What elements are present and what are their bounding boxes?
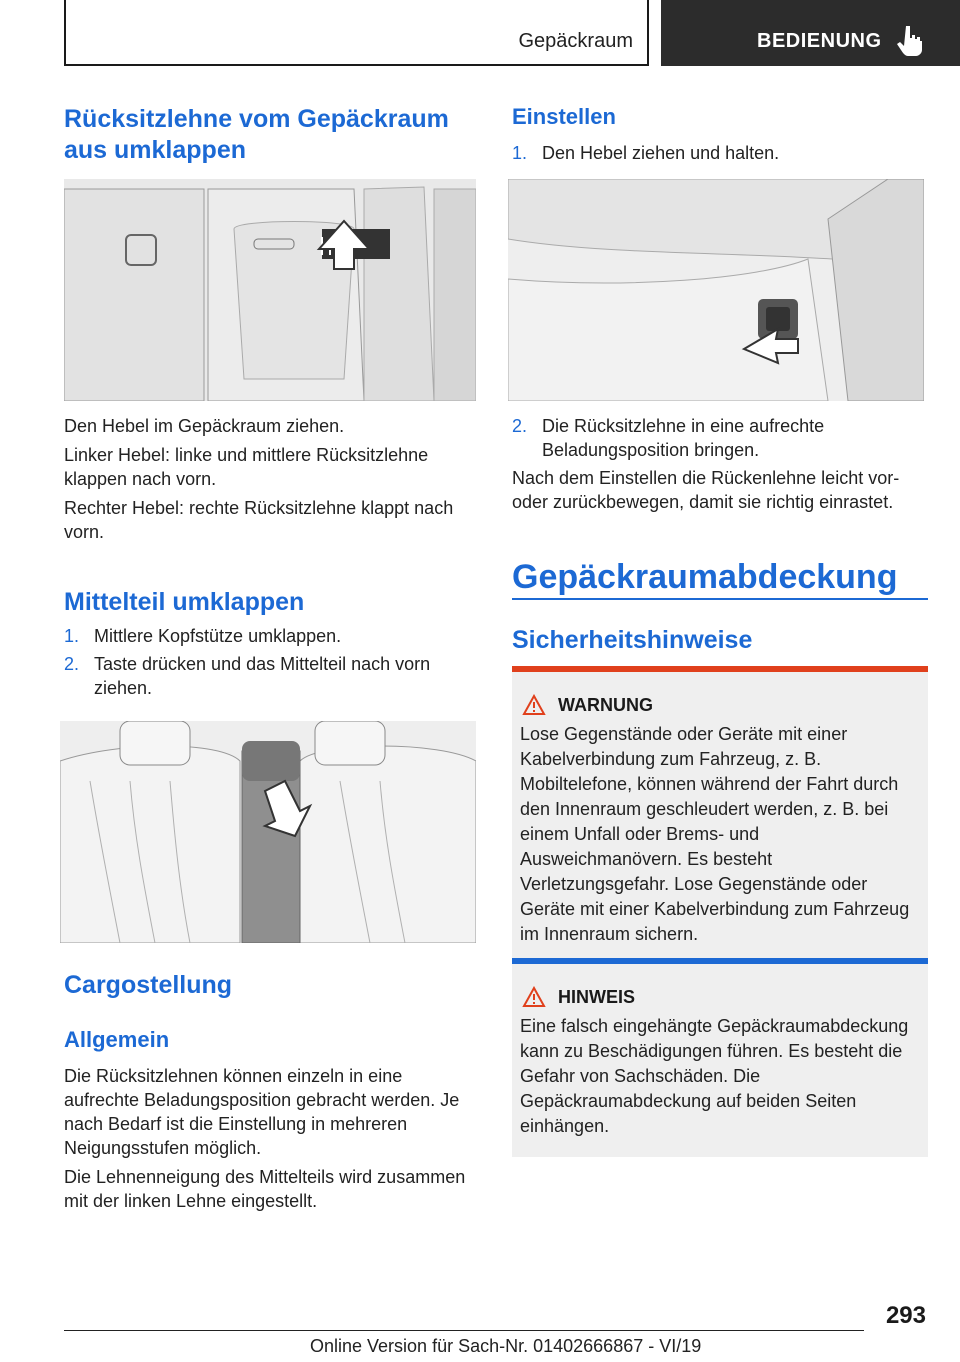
chapter-title-cargo-cover: Gepäckraumabdeckung xyxy=(512,558,898,596)
step-item xyxy=(64,624,476,648)
hint-box xyxy=(512,958,928,1157)
paragraph-pull-lever: Den Hebel im Gepäckraum ziehen. xyxy=(64,416,345,436)
paragraph-cargo-general: Die Rücksitzlehnen können einzeln in eine aufrechte Beladungsposition gebracht werden. Je nach Bedarf ist die Einstellung in mehreren Neigungsstufen möglich. xyxy=(64,1066,460,1158)
step-item xyxy=(512,414,928,462)
paragraph-left-lever: Linker Hebel: linke und mittlere Rücksitzlehne klappen nach vorn. xyxy=(64,445,429,489)
subsection-title-adjust: Einstellen xyxy=(512,104,616,129)
step-text: Die Rücksitzlehne in eine aufrechte Beladungsposition bringen. xyxy=(542,416,825,460)
footer-divider xyxy=(64,1330,864,1331)
step-number: 2. xyxy=(512,416,528,436)
page-number: 293 xyxy=(885,1302,926,1329)
warning-title xyxy=(522,694,928,716)
subsection-title-general: Allgemein xyxy=(64,1027,170,1052)
figure-seat-lever xyxy=(508,179,924,401)
step-text: Den Hebel ziehen und halten. xyxy=(542,143,780,163)
hand-pointer-icon xyxy=(897,24,925,56)
section-title-cargo-position: Cargostellung xyxy=(64,971,233,999)
header-chapter-tab xyxy=(661,0,960,66)
warning-label: WARNUNG xyxy=(558,694,653,715)
warning-triangle-icon xyxy=(522,694,546,716)
step-number: 1. xyxy=(64,626,80,646)
figure-rear-seat-middle xyxy=(60,721,476,943)
section-title-fold-backrest: Rücksitzlehne vom Gepäckraum aus umklappen xyxy=(64,105,449,164)
hint-title xyxy=(522,986,928,1008)
warning-triangle-icon xyxy=(522,986,546,1008)
warning-box xyxy=(512,666,928,965)
paragraph-after-adjust: Nach dem Einstellen die Rückenlehne leicht vor- oder zurückbewegen, damit sie richtig einrastet. xyxy=(512,468,900,512)
step-item xyxy=(64,652,476,700)
step-text: Taste drücken und das Mittelteil nach vorn ziehen. xyxy=(94,654,431,698)
header-chapter-title: BEDIENUNG xyxy=(757,30,882,52)
step-item xyxy=(512,141,928,165)
step-number: 2. xyxy=(64,654,80,674)
hint-text: Eine falsch eingehängte Gepäckraumabdeckung kann zu Beschädigungen führen. Es besteht die Gefahr von Sachschäden. Die Gepäckraumabdeckung auf beiden Seiten einhängen. xyxy=(520,1016,909,1136)
hint-bar xyxy=(512,958,928,964)
step-number: 1. xyxy=(512,143,528,163)
warning-text: Lose Gegenstände oder Geräte mit einer Kabelverbindung zum Fahrzeug, z. B. Mobiltelefone, können während der Fahrt durch den Innenraum geschleudert werden, z. B. bei einem Unfall oder Brems- und Ausweichmanövern. Es besteht Verletzungsgefahr. Lose Gegenstände oder Geräte mit einer Kabelverbindung zum Fahrzeug im Innenraum sichern. xyxy=(520,724,910,944)
section-title-middle-part: Mittelteil umklappen xyxy=(64,588,305,616)
warning-bar xyxy=(512,666,928,672)
figure-trunk-lever xyxy=(64,179,476,401)
paragraph-middle-inclination: Die Lehnenneigung des Mittelteils wird zusammen mit der linken Lehne eingestellt. xyxy=(64,1167,466,1211)
hint-label: HINWEIS xyxy=(558,986,636,1007)
footer-version: Online Version für Sach-Nr. 01402666867 - VI/19 xyxy=(310,1336,702,1356)
header-section-title: Gepäckraum xyxy=(518,30,633,52)
header-section-tab xyxy=(64,0,649,66)
step-text: Mittlere Kopfstütze umklappen. xyxy=(94,626,342,646)
paragraph-right-lever: Rechter Hebel: rechte Rücksitzlehne klappt nach vorn. xyxy=(64,498,454,542)
title-underline xyxy=(512,598,928,600)
section-title-safety: Sicherheitshinweise xyxy=(512,626,753,654)
